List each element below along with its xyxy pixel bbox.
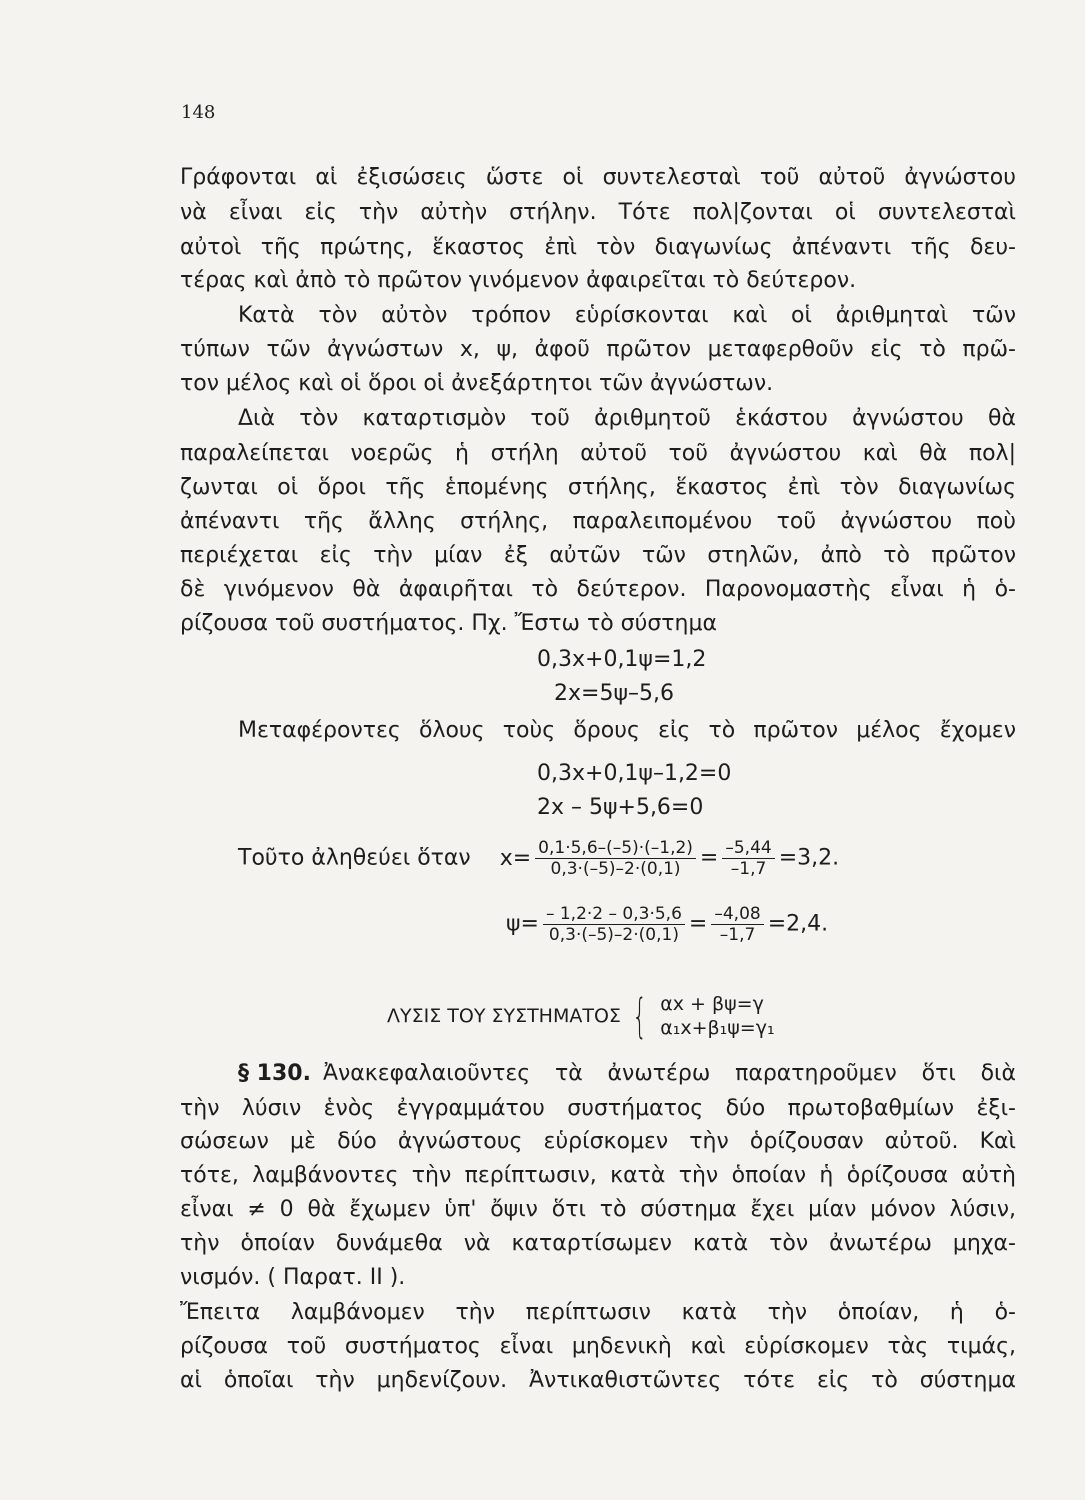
text-line: παραλείπεται νοερῶς ἡ στήλη αὐτοῦ τοῦ ἀγνώστου καὶ θὰ πολ| xyxy=(180,441,1016,466)
heading-eq-1: αx + βψ=γ xyxy=(660,993,764,1015)
text-line xyxy=(238,1059,1016,1089)
equation: 0,3x+0,1ψ=1,2 xyxy=(537,647,707,672)
text-line: τὴν ὁποίαν δυνάμεθα νὰ καταρτίσωμεν κατὰ τὸν ἀνωτέρω μηχα- xyxy=(180,1231,1016,1256)
text-line: Γράφονται αἱ ἐξισώσεις ὥστε οἱ συντελεσταὶ τοῦ αὐτοῦ ἀγνώστου xyxy=(180,165,1016,190)
text-line: Ἔπειτα λαμβάνομεν τὴν περίπτωσιν κατὰ τὴν ὁποίαν, ἡ ὁ- xyxy=(180,1300,1016,1325)
y-numerator: – 1,2·2 – 0,3·5,6 xyxy=(543,904,685,925)
text-line: τύπων τῶν ἀγνώστων x, ψ, ἀφοῦ πρῶτον μεταφερθοῦν εἰς τὸ πρῶ- xyxy=(180,337,1016,362)
equation: 2x=5ψ–5,6 xyxy=(554,681,674,706)
y-fraction xyxy=(543,904,685,945)
text-line: Διὰ τὸν καταρτισμὸν τοῦ ἀριθμητοῦ ἑκάστου ἀγνώστου θὰ xyxy=(238,406,1016,431)
section-number: § 130. xyxy=(238,1061,311,1086)
y-denominator-2: –1,7 xyxy=(719,925,756,945)
y-denominator: 0,3·(–5)–2·(0,1) xyxy=(548,925,679,945)
heading-label: ΛΥΣΙΣ ΤΟΥ ΣΥΣΤΗΜΑΤΟΣ xyxy=(387,1005,621,1027)
x-denominator-2: –1,7 xyxy=(730,859,767,879)
text-line: τὴν λύσιν ἑνὸς ἐγγραμμάτου συστήματος δύο πρωτοβαθμίων ἐξι- xyxy=(180,1096,1016,1121)
x-numerator-2: –5,44 xyxy=(722,838,774,859)
page-number: 148 xyxy=(181,102,216,123)
equation: 2x – 5ψ+5,6=0 xyxy=(537,795,704,820)
text-line: δὲ γινόμενον θὰ ἀφαιρῆται τὸ δεύτερον. Παρονομαστὴς εἶναι ἡ ὁ- xyxy=(180,577,1016,602)
x-result: =3,2. xyxy=(778,845,840,871)
x-fraction-2 xyxy=(722,838,774,879)
solution-x xyxy=(238,838,839,879)
x-lhs: x= xyxy=(499,845,532,871)
text-line: τον μέλος καὶ οἱ ὅροι οἱ ἀνεξάρτητοι τῶν ἀγνώστων. xyxy=(180,371,774,396)
text-line: Μεταφέροντες ὅλους τοὺς ὅρους εἰς τὸ πρῶτον μέλος ἔχομεν xyxy=(238,718,1016,743)
x-denominator: 0,3·(–5)–2·(0,1) xyxy=(550,859,681,879)
y-lhs: ψ= xyxy=(506,911,539,937)
text-line: ἀπέναντι τῆς ἄλλης στήλης, παραλειπομένου τοῦ ἀγνώστου ποὺ xyxy=(180,509,1016,534)
equals-sign: = xyxy=(699,845,719,871)
text-line: αἱ ὁποῖαι τὴν μηδενίζουν. Ἀντικαθιστῶντες τότε εἰς τὸ σύστημα xyxy=(180,1368,1016,1393)
text-line: ζωνται οἱ ὅροι τῆς ἑπομένης στήλης, ἕκαστος ἐπὶ τὸν διαγωνίως xyxy=(180,475,1016,500)
solution-intro: Τοῦτο ἀληθεύει ὅταν xyxy=(238,845,471,871)
heading-system xyxy=(660,992,774,1040)
text-line: Κατὰ τὸν αὐτὸν τρόπον εὑρίσκονται καὶ οἱ ἀριθμηταὶ τῶν xyxy=(238,303,1016,328)
y-result: =2,4. xyxy=(767,911,829,937)
brace-icon: { xyxy=(632,989,647,1043)
solution-y xyxy=(506,904,828,945)
y-numerator-2: –4,08 xyxy=(711,904,763,925)
text-line: νὰ εἶναι εἰς τὴν αὐτὴν στήλην. Τότε πολ|ζονται οἱ συντελεσταὶ xyxy=(180,200,1016,225)
equation: 0,3x+0,1ψ–1,2=0 xyxy=(537,761,732,786)
x-numerator: 0,1·5,6–(–5)·(–1,2) xyxy=(535,838,696,859)
text-line: περιέχεται εἰς τὴν μίαν ἐξ αὐτῶν τῶν στηλῶν, ἀπὸ τὸ πρῶτον xyxy=(180,543,1016,568)
text-line-content: Ἀνακεφαλαιοῦντες τὰ ἀνωτέρω παρατηροῦμεν ὅτι διὰ xyxy=(322,1061,1016,1086)
text-line: εἶναι ≠ 0 θὰ ἔχωμεν ὑπ' ὄψιν ὅτι τὸ σύστημα ἔχει μίαν μόνον λύσιν, xyxy=(180,1197,1016,1222)
text-line: σώσεων μὲ δύο ἀγνώστους εὑρίσκομεν τὴν ὁρίζουσαν αὐτοῦ. Καὶ xyxy=(180,1129,1016,1154)
text-line: νισμόν. ( Παρατ. II ). xyxy=(180,1265,406,1290)
text-line: αὐτοὶ τῆς πρώτης, ἕκαστος ἐπὶ τὸν διαγωνίως ἀπέναντι τῆς δευ- xyxy=(180,235,1016,260)
text-line: ρίζουσα τοῦ συστήματος. Πχ. Ἔστω τὸ σύστημα xyxy=(180,611,717,636)
text-line: τότε, λαμβάνοντες τὴν περίπτωσιν, κατὰ τὴν ὁποίαν ἡ ὁρίζουσα αὐτὴ xyxy=(180,1163,1016,1188)
y-fraction-2 xyxy=(711,904,763,945)
text-line: ρίζουσα τοῦ συστήματος εἶναι μηδενικὴ καὶ εὑρίσκομεν τὰς τιμάς, xyxy=(180,1334,1016,1359)
text-line: τέρας καὶ ἀπὸ τὸ πρῶτον γινόμενον ἀφαιρεῖται τὸ δεύτερον. xyxy=(180,268,857,293)
x-fraction xyxy=(535,838,696,879)
section-heading xyxy=(387,989,775,1043)
equals-sign: = xyxy=(688,911,708,937)
heading-eq-2: α₁x+β₁ψ=γ₁ xyxy=(660,1017,775,1039)
